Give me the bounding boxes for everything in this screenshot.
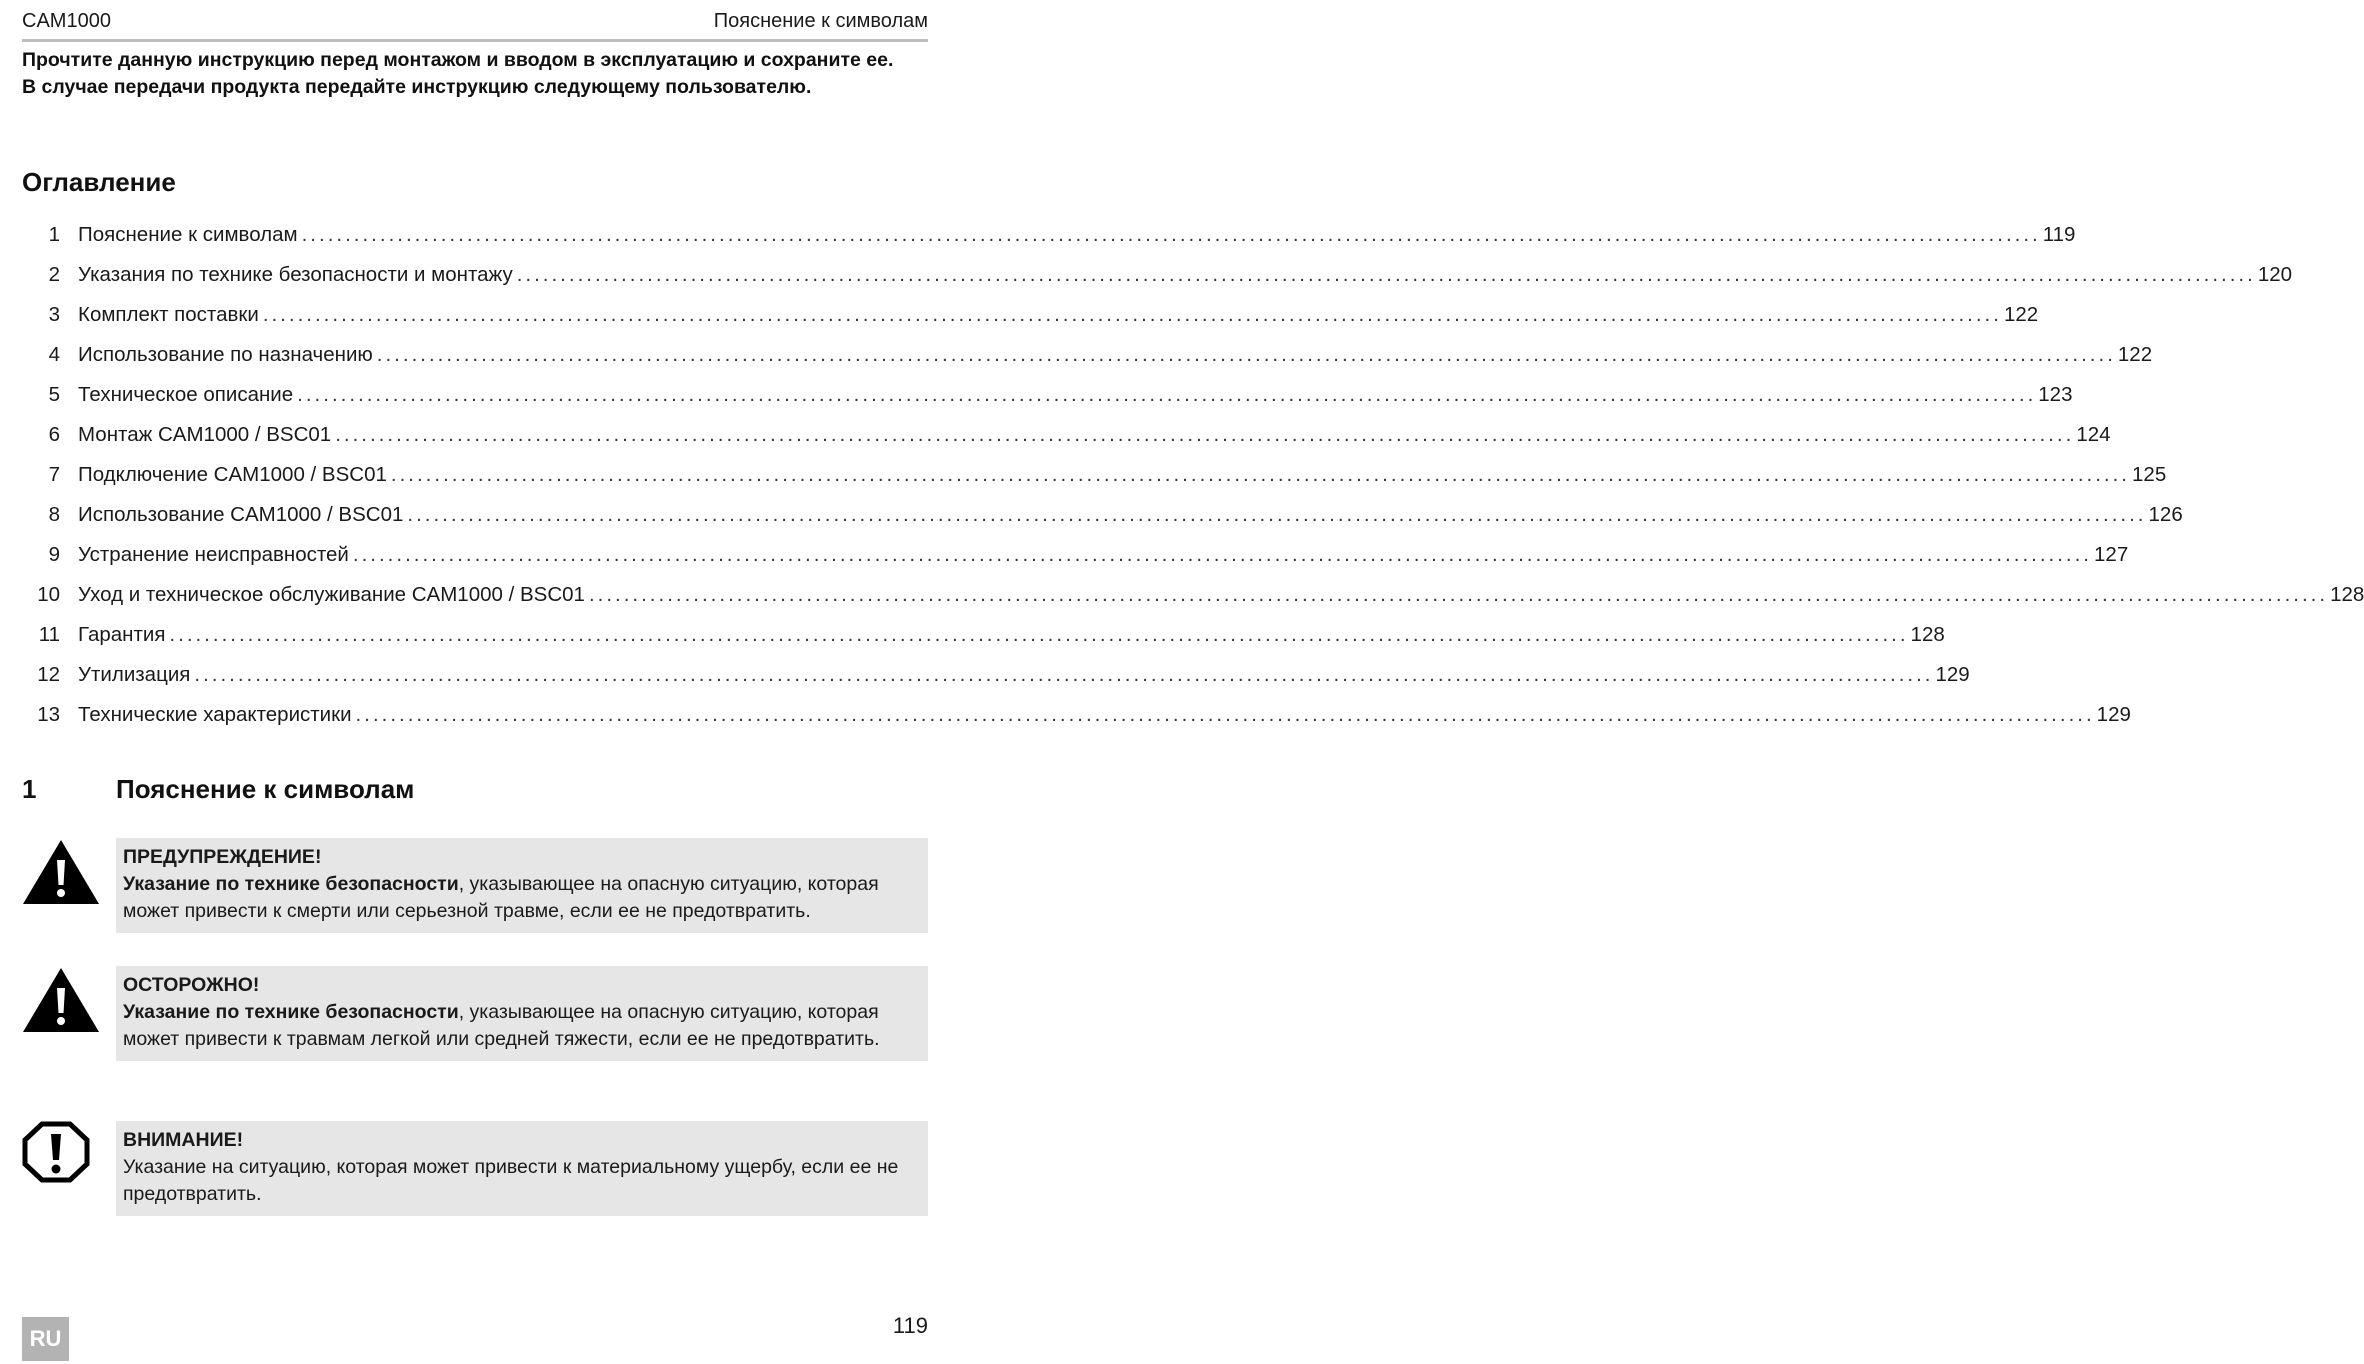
toc-label: Пояснение к символам (78, 223, 298, 246)
toc-page: 123 (2038, 383, 2073, 406)
warning-triangle-icon (22, 838, 100, 906)
section-number: 1 (22, 774, 37, 804)
toc-label: Утилизация (78, 663, 191, 686)
caution-triangle-icon (22, 966, 100, 1034)
toc-row[interactable] (22, 259, 2293, 299)
caution-notice (22, 966, 928, 1061)
toc-num: 8 (48, 503, 60, 526)
notice-heading: ПРЕДУПРЕЖДЕНИЕ! (123, 846, 322, 868)
toc-leader: ........................................................................................................................................................................................................ (355, 703, 2095, 726)
page-number: 119 (892, 1313, 928, 1338)
toc-page: 122 (2003, 303, 2039, 326)
toc-num: 12 (37, 663, 60, 686)
toc-num: 9 (48, 543, 60, 566)
toc-leader: ........................................................................................................................................................................................................ (301, 223, 2041, 246)
toc-label: Устранение неисправностей (78, 543, 349, 566)
toc-num: 1 (48, 223, 60, 246)
toc-leader: ........................................................................................................................................................................................................ (516, 263, 2256, 286)
toc-label: Уход и техническое обслуживание CAM1000 / BSC01 (78, 583, 585, 606)
toc-leader: ........................................................................................................................................................................................................ (390, 463, 2131, 486)
toc-page: 129 (1935, 663, 1970, 686)
toc-row[interactable] (22, 579, 2364, 619)
toc-label: Техническое описание (78, 383, 294, 406)
notice-text: Указание на ситуацию, которая может привести к материальному ущербу, если ее не предотвратить. (123, 1156, 899, 1205)
toc-page: 120 (2257, 263, 2293, 286)
toc-row[interactable] (22, 459, 2167, 499)
notice-box (116, 1121, 928, 1216)
toc-label: Указания по технике безопасности и монтажу (78, 263, 513, 286)
attention-notice (22, 1121, 928, 1216)
section-title: Пояснение к символам (116, 774, 415, 804)
toc-page: 128 (2330, 583, 2364, 606)
toc-label: Технические характеристики (78, 703, 352, 726)
notice-text: , указывающее на опасную ситуацию, которая может привести к смерти или серьезной травме, если ее не предотвратить. (123, 873, 879, 922)
table-of-contents (22, 219, 2364, 739)
notice-heading: ВНИМАНИЕ! (123, 1129, 244, 1151)
notice-text: , указывающее на опасную ситуацию, которая может привести к травмам легкой или средней тяжести, если ее не предотвратить. (123, 1001, 880, 1050)
language-badge: RU (22, 1317, 69, 1361)
toc-label: Монтаж CAM1000 / BSC01 (78, 423, 332, 446)
toc-leader: ........................................................................................................................................................................................................ (588, 583, 2329, 606)
notice-strong: Указание по технике безопасности (123, 1001, 459, 1023)
toc-row[interactable] (22, 659, 1970, 699)
toc-row[interactable] (22, 339, 2153, 379)
toc-page: 122 (2117, 343, 2153, 366)
toc-leader: ........................................................................................................................................................................................................ (194, 663, 1934, 686)
toc-page: 129 (2096, 703, 2131, 726)
toc-num: 3 (48, 303, 60, 326)
header-section: Пояснение к символам (713, 10, 928, 32)
toc-page: 127 (2094, 543, 2129, 566)
toc-num: 4 (48, 343, 60, 366)
toc-row[interactable] (22, 699, 2131, 739)
toc-label: Использование CAM1000 / BSC01 (78, 503, 404, 526)
toc-leader: ........................................................................................................................................................................................................ (262, 303, 2002, 326)
toc-leader: ........................................................................................................................................................................................................ (407, 503, 2147, 526)
toc-leader: ........................................................................................................................................................................................................ (297, 383, 2037, 406)
header-rule (22, 39, 928, 42)
toc-num: 11 (38, 623, 60, 646)
toc-row[interactable] (22, 299, 2039, 339)
toc-leader: ........................................................................................................................................................................................................ (169, 623, 1909, 646)
toc-label: Гарантия (78, 623, 166, 646)
notice-box (116, 838, 928, 933)
toc-page: 124 (2076, 423, 2111, 446)
toc-row[interactable] (22, 499, 2183, 539)
toc-label: Подключение CAM1000 / BSC01 (78, 463, 387, 486)
toc-title: Оглавление (22, 167, 176, 197)
toc-label: Использование по назначению (78, 343, 373, 366)
notice-heading: ОСТОРОЖНО! (123, 974, 260, 996)
toc-row[interactable] (22, 419, 2111, 459)
toc-row[interactable] (22, 539, 2129, 579)
toc-page: 128 (1910, 623, 1945, 646)
notice-strong: Указание по технике безопасности (123, 873, 459, 895)
toc-page: 119 (2042, 223, 2076, 246)
toc-num: 5 (48, 383, 60, 406)
toc-page: 126 (2148, 503, 2183, 526)
notice-box (116, 966, 928, 1061)
toc-num: 6 (48, 423, 60, 446)
section-heading (22, 772, 414, 806)
toc-leader: ........................................................................................................................................................................................................ (352, 543, 2093, 566)
toc-leader: ........................................................................................................................................................................................................ (376, 343, 2116, 366)
toc-page: 125 (2132, 463, 2167, 486)
toc-num: 2 (48, 263, 60, 286)
toc-row[interactable] (22, 619, 1945, 659)
toc-num: 13 (37, 703, 60, 726)
toc-num: 10 (37, 583, 60, 606)
toc-row[interactable] (22, 219, 2076, 259)
page-header (22, 8, 928, 34)
toc-label: Комплект поставки (78, 303, 259, 326)
notice-octagon-icon (22, 1121, 90, 1183)
toc-leader: ........................................................................................................................................................................................................ (335, 423, 2075, 446)
toc-num: 7 (48, 463, 60, 486)
warning-notice (22, 838, 928, 933)
header-product: CAM1000 (22, 10, 111, 32)
intro-text: Прочтите данную инструкцию перед монтажом и вводом в эксплуатацию и сохраните ее. В случае передачи продукта передайте инструкцию следующему пользователю. (22, 49, 894, 98)
toc-row[interactable] (22, 379, 2073, 419)
